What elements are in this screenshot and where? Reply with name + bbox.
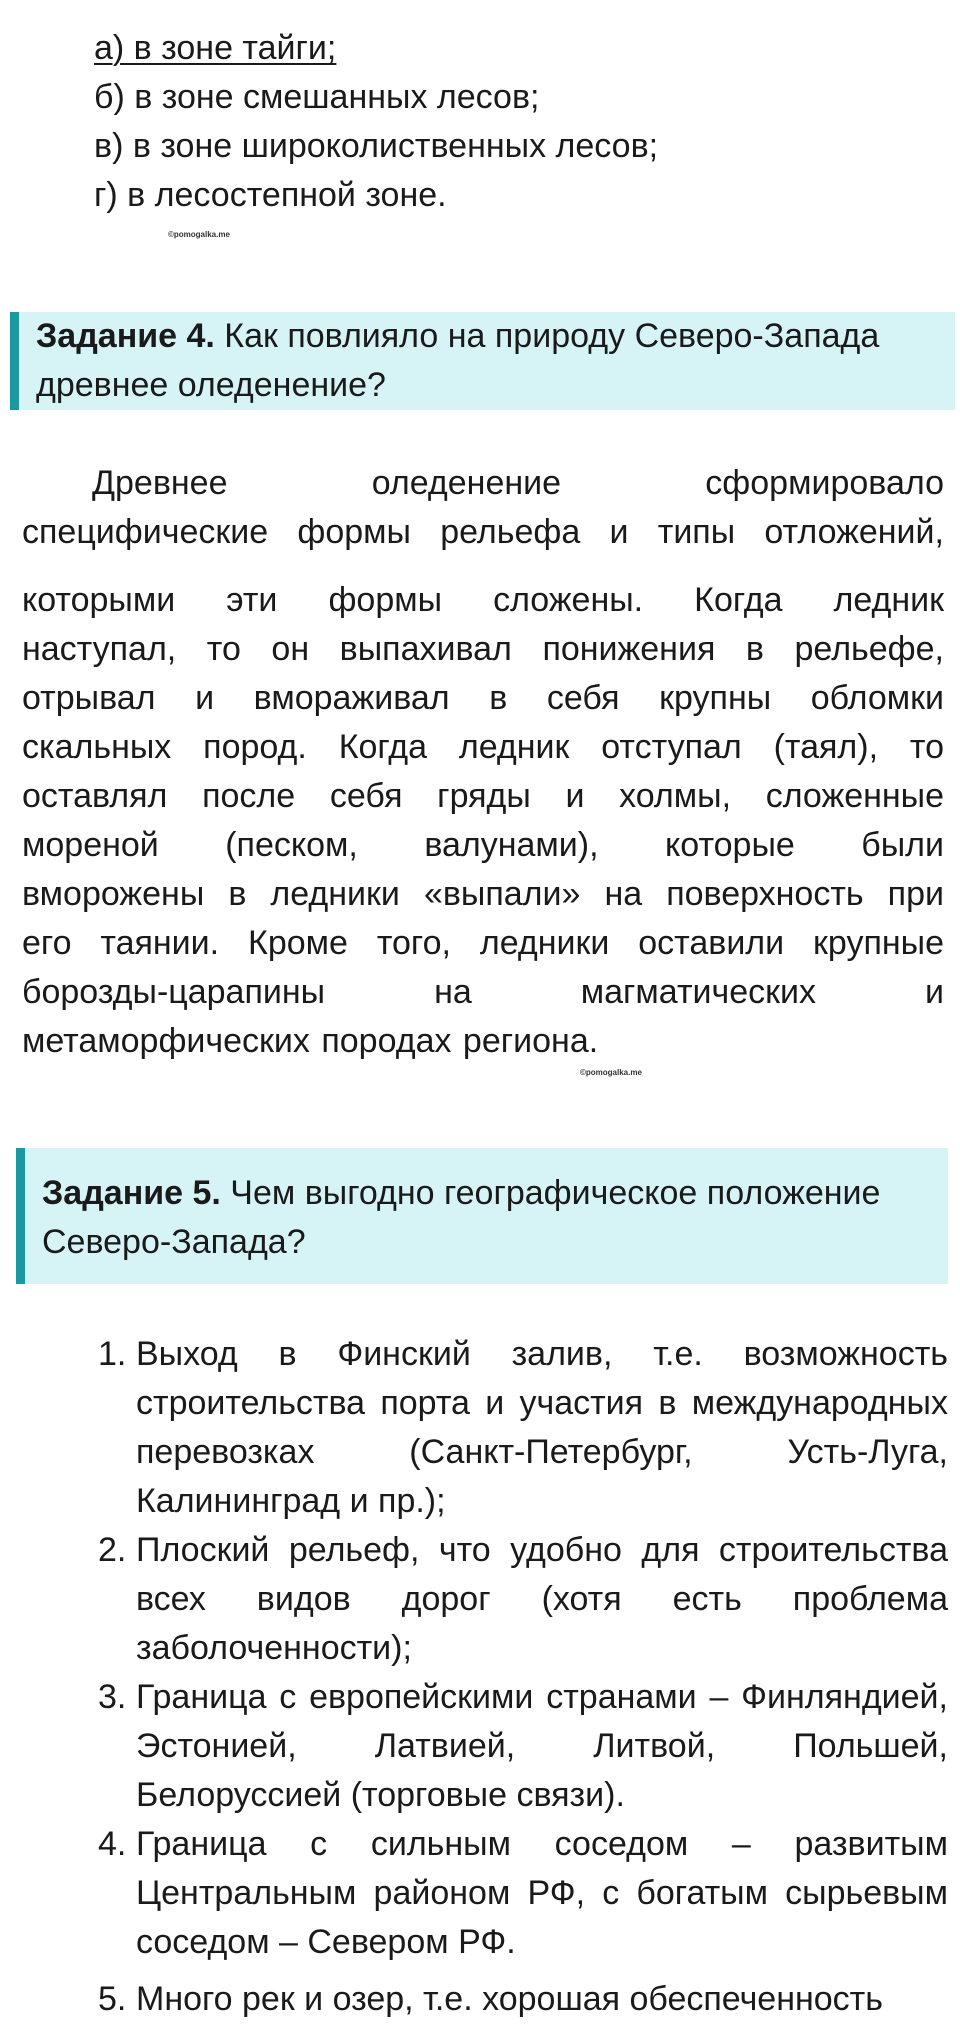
answer-4-paragraph-2 bbox=[22, 576, 944, 1066]
list-item-text: Граница с европейскими странами – Финляндией, Эстонией, Латвией, Литвой, Польшей, Белоруссией (торговые связи). bbox=[136, 1678, 948, 1814]
task-5-label: Задание 5. bbox=[42, 1174, 221, 1212]
list-item-text: Граница с сильным соседом – развитым Центральным районом РФ, с богатым сырьевым соседом – Севером РФ. bbox=[136, 1825, 948, 1961]
list-item-text: Много рек и озер, т.е. хорошая обеспеченность bbox=[136, 1980, 883, 2018]
answer-4-line: специфические формы рельефа и типы отложений, bbox=[22, 513, 944, 551]
list-item bbox=[98, 1820, 948, 1967]
answer-5-list bbox=[98, 1330, 948, 2024]
watermark: ©pomogalka.me bbox=[580, 1068, 642, 1077]
list-item-number: 3. bbox=[98, 1678, 127, 1716]
answer-4-line: которыми эти формы сложены. Когда ледник bbox=[22, 581, 944, 619]
answer-4-line: скальных пород. Когда ледник отступал (таял), то bbox=[22, 728, 944, 766]
answer-4-line: вморожены в ледники «выпали» на поверхность при bbox=[22, 875, 944, 913]
list-item bbox=[98, 1673, 948, 1820]
list-item bbox=[98, 1975, 948, 2024]
list-item-text: Плоский рельеф, что удобно для строительства всех видов дорог (хотя есть проблема заболоченности); bbox=[136, 1531, 948, 1667]
task-4-label: Задание 4. bbox=[36, 317, 215, 355]
answer-4-line: оставлял после себя гряды и холмы, сложенные bbox=[22, 777, 944, 815]
task-5-box bbox=[16, 1148, 948, 1284]
watermark: ©pomogalka.me bbox=[168, 230, 230, 239]
answer-4-paragraph-1 bbox=[22, 459, 944, 557]
list-item bbox=[98, 1330, 948, 1526]
answer-4-line: его таянии. Кроме того, ледники оставили крупные bbox=[22, 924, 944, 962]
list-item-number: 4. bbox=[98, 1825, 127, 1863]
list-item bbox=[98, 1526, 948, 1673]
answer-options bbox=[94, 24, 658, 220]
answer-4-line: метаморфических породах региона. bbox=[22, 1022, 599, 1060]
task-5-question: Чем выгодно географическое положение Северо-Запада? bbox=[42, 1174, 881, 1261]
answer-4-line: мореной (песком, валунами), которые были bbox=[22, 826, 944, 864]
list-item-text: Выход в Финский залив, т.е. возможность строительства порта и участия в международных перевозках (Санкт-Петербург, Усть-Луга, Калининград и пр.); bbox=[136, 1335, 948, 1520]
task-4-question: Как повлияло на природу Северо-Запада древнее оледенение? bbox=[36, 317, 880, 404]
answer-4-line: борозды-царапины на магматических и bbox=[22, 973, 944, 1011]
list-item-number: 1. bbox=[98, 1335, 127, 1373]
option-a: а) в зоне тайги; bbox=[94, 29, 337, 67]
task-4-box bbox=[10, 312, 955, 410]
answer-4-line: Древнее оледенение сформировало bbox=[92, 464, 944, 502]
list-item-number: 5. bbox=[98, 1980, 127, 2018]
answer-4-line: наступал, то он выпахивал понижения в рельефе, bbox=[22, 630, 944, 668]
option-c: в) в зоне широколиственных лесов; bbox=[94, 127, 659, 165]
option-b: б) в зоне смешанных лесов; bbox=[94, 78, 540, 116]
answer-4-line: отрывал и вмораживал в себя крупны обломки bbox=[22, 679, 944, 717]
option-d: г) в лесостепной зоне. bbox=[94, 176, 447, 214]
list-item-number: 2. bbox=[98, 1531, 127, 1569]
